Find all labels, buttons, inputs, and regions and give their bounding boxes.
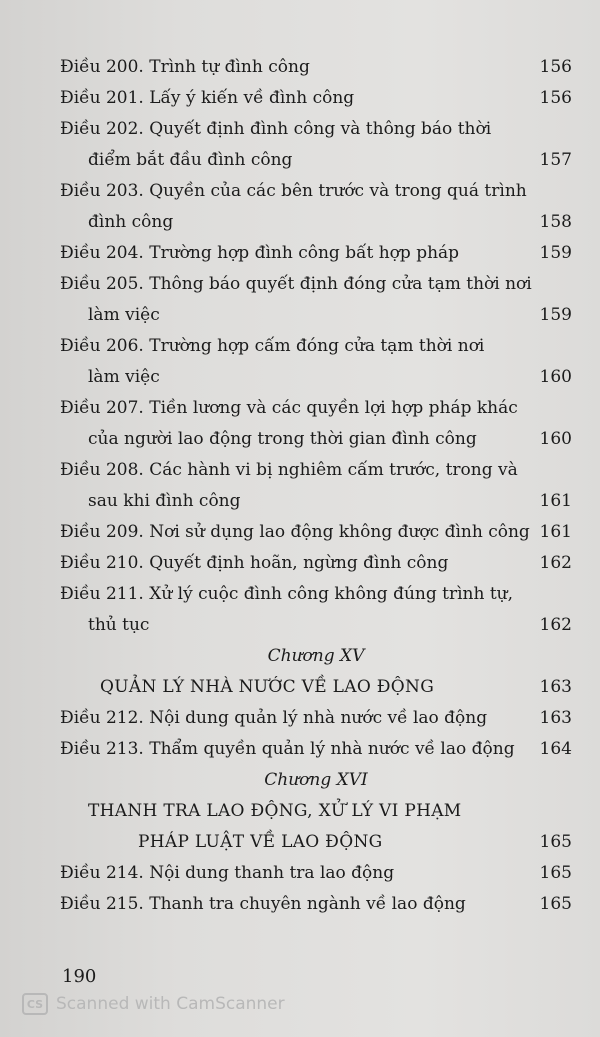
chapter-title-text: THANH TRA LAO ĐỘNG, XỬ LÝ VI PHẠM (88, 801, 462, 821)
entry-title: Điều 205. Thông báo quyết định đóng cửa tạm thời nơi (60, 274, 532, 294)
chapter-label (60, 641, 572, 672)
chapter-label (60, 765, 572, 796)
entry-page: 162 (539, 553, 572, 573)
toc-entry (60, 238, 572, 269)
entry-title: Điều 201. Lấy ý kiến về đình công (60, 88, 355, 108)
toc-entry (60, 734, 572, 765)
entry-page: 156 (539, 88, 572, 108)
toc-entry-continuation (60, 424, 572, 455)
entry-title: Điều 210. Quyết định hoãn, ngừng đình công (60, 553, 449, 573)
entry-page: 163 (539, 677, 572, 697)
camscanner-logo-icon: CS (22, 993, 48, 1015)
entry-page: 163 (539, 708, 572, 728)
entry-page: 161 (539, 522, 572, 542)
entry-page: 165 (539, 863, 572, 883)
toc-entry (60, 52, 572, 83)
entry-title: Điều 209. Nơi sử dụng lao động không được đình công (60, 522, 530, 542)
entry-title: Điều 204. Trường hợp đình công bất hợp pháp (60, 243, 460, 263)
toc-entry-continuation (60, 300, 572, 331)
entry-title: Điều 202. Quyết định đình công và thông báo thời (60, 119, 492, 139)
toc-entry (60, 548, 572, 579)
entry-page: 160 (539, 367, 572, 387)
toc-entry (60, 176, 572, 207)
camscanner-watermark (22, 991, 285, 1017)
toc-entry (60, 579, 572, 610)
entry-title: sau khi đình công (88, 491, 241, 511)
chapter-title (60, 796, 572, 827)
entry-page: 157 (539, 150, 572, 170)
entry-page: 165 (539, 894, 572, 914)
toc-entry (60, 83, 572, 114)
entry-page: 159 (539, 243, 572, 263)
table-of-contents (60, 52, 572, 920)
toc-entry (60, 393, 572, 424)
toc-entry-continuation (60, 207, 572, 238)
entry-title: Điều 206. Trường hợp cấm đóng cửa tạm thời nơi (60, 336, 485, 356)
chapter-number: Chương XVI (264, 770, 368, 790)
toc-entry (60, 114, 572, 145)
entry-page: 159 (539, 305, 572, 325)
toc-entry-continuation (60, 362, 572, 393)
toc-entry (60, 889, 572, 920)
entry-page: 161 (539, 491, 572, 511)
entry-page: 164 (539, 739, 572, 759)
toc-entry (60, 703, 572, 734)
page-number: 190 (62, 966, 97, 987)
entry-page: 162 (539, 615, 572, 635)
chapter-title-text: PHÁP LUẬT VỀ LAO ĐỘNG (138, 832, 383, 852)
entry-title: Điều 214. Nội dung thanh tra lao động (60, 863, 395, 883)
toc-entry (60, 455, 572, 486)
entry-title: Điều 208. Các hành vi bị nghiêm cấm trước, trong và (60, 460, 518, 480)
toc-entry-continuation (60, 486, 572, 517)
entry-title: điểm bắt đầu đình công (88, 150, 293, 170)
entry-title: làm việc (88, 367, 160, 387)
chapter-title (60, 672, 572, 703)
entry-title: Điều 215. Thanh tra chuyên ngành về lao động (60, 894, 466, 914)
toc-entry (60, 858, 572, 889)
entry-title: làm việc (88, 305, 160, 325)
watermark-text: Scanned with CamScanner (56, 994, 285, 1014)
entry-page: 165 (539, 832, 572, 852)
entry-page: 158 (539, 212, 572, 232)
toc-entry-continuation (60, 145, 572, 176)
toc-entry (60, 269, 572, 300)
toc-entry (60, 331, 572, 362)
entry-title: Điều 200. Trình tự đình công (60, 57, 310, 77)
entry-title: Điều 207. Tiền lương và các quyền lợi hợp pháp khác (60, 398, 518, 418)
entry-title: Điều 211. Xử lý cuộc đình công không đúng trình tự, (60, 584, 514, 604)
entry-title: Điều 203. Quyền của các bên trước và trong quá trình (60, 181, 527, 201)
entry-title: thủ tục (88, 615, 150, 635)
toc-entry (60, 517, 572, 548)
toc-entry-continuation (60, 610, 572, 641)
entry-title: Điều 213. Thẩm quyền quản lý nhà nước về lao động (60, 739, 515, 759)
entry-title: Điều 212. Nội dung quản lý nhà nước về lao động (60, 708, 488, 728)
entry-title: đình công (88, 212, 174, 232)
entry-page: 160 (539, 429, 572, 449)
entry-page: 156 (539, 57, 572, 77)
chapter-title-text: QUẢN LÝ NHÀ NƯỚC VỀ LAO ĐỘNG (100, 677, 435, 697)
chapter-title (60, 827, 572, 858)
entry-title: của người lao động trong thời gian đình công (88, 429, 477, 449)
chapter-number: Chương XV (267, 646, 365, 666)
